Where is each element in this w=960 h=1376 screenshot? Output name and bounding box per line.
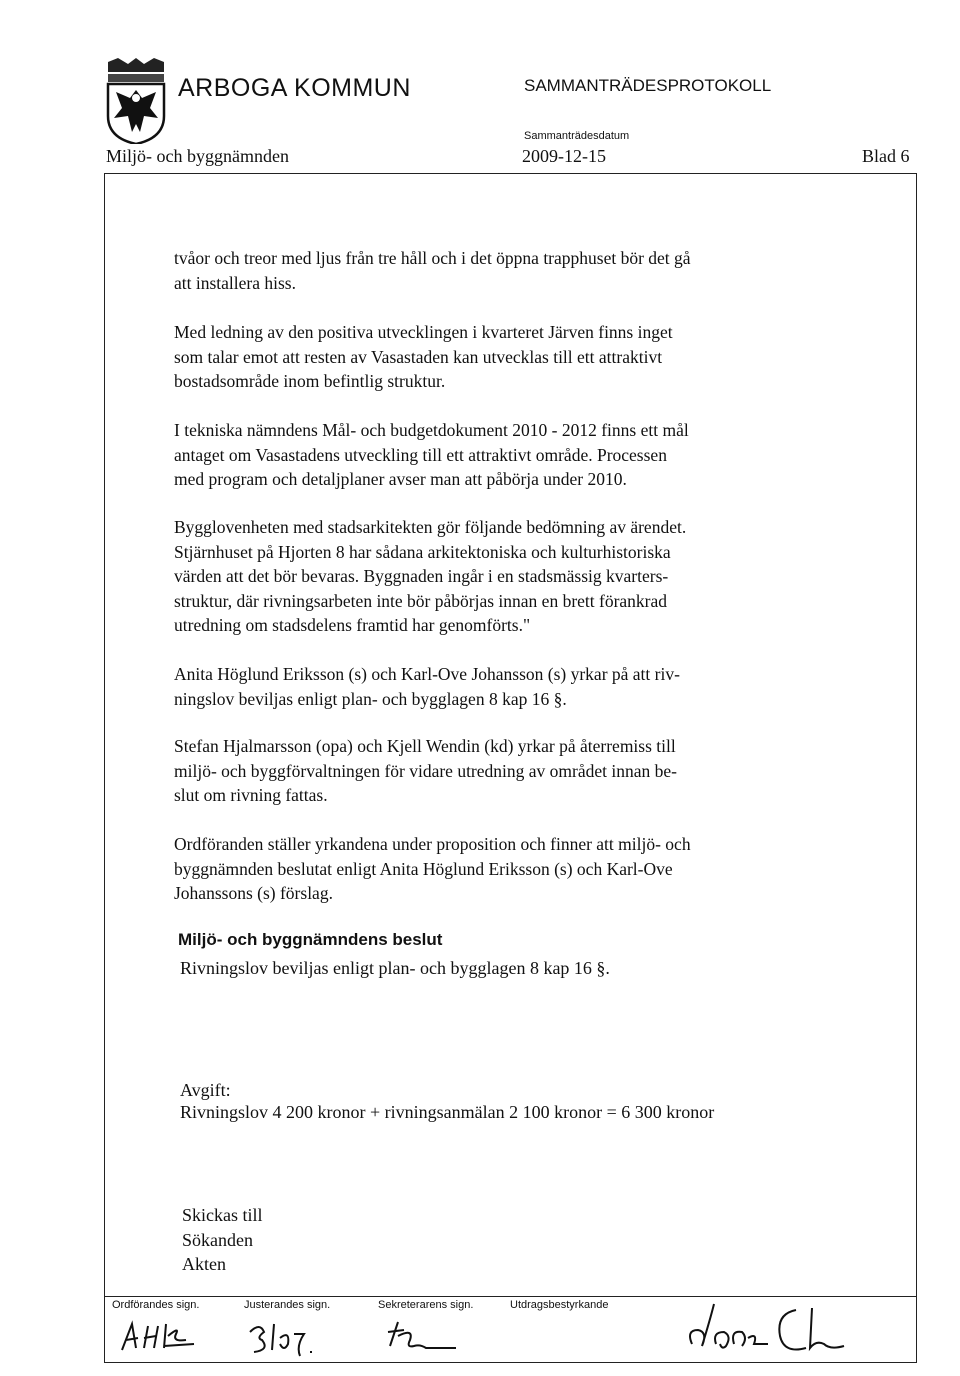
paragraph-line: att installera hiss. (174, 272, 296, 293)
paragraph-line: I tekniska nämndens Mål- och budgetdokument 2010 - 2012 finns ett mål (174, 420, 689, 440)
paragraph-line: slut om rivning fattas. (174, 785, 328, 805)
document-type: SAMMANTRÄDESPROTOKOLL (524, 76, 772, 95)
distribution-label: Skickas till (182, 1205, 263, 1225)
paragraph-2 (174, 320, 824, 394)
header-divider (104, 173, 917, 174)
fee-label: Avgift: (180, 1080, 231, 1100)
secretary-initials-signature (384, 1318, 464, 1354)
paragraph-line: Ordföranden ställer yrkandena under proposition och finner att miljö- och (174, 834, 691, 854)
adjuster-signature-label: Justerandes sign. (244, 1299, 331, 1311)
paragraph-line: Stefan Hjalmarsson (opa) och Kjell Wendin (kd) yrkar på återremiss till (174, 736, 676, 756)
committee-name: Miljö- och byggnämnden (106, 146, 289, 166)
frame-left-border (104, 173, 105, 1363)
secretary-signature-label: Sekreterarens sign. (378, 1299, 474, 1311)
distribution-recipient: Sökanden (182, 1229, 253, 1250)
paragraph-5 (174, 662, 824, 711)
fee-text: Rivningslov 4 200 kronor + rivningsanmälan 2 100 kronor = 6 300 kronor (180, 1102, 715, 1122)
paragraph-6 (174, 734, 824, 808)
coat-of-arms-icon (104, 58, 168, 144)
paragraph-line: Stjärnhuset på Hjorten 8 har sådana arkitektoniska och kulturhistoriska (174, 541, 671, 562)
paragraph-line: värden att det bör bevaras. Byggnaden ingår i en stadsmässig kvarters- (174, 566, 669, 586)
page-number: Blad 6 (862, 146, 910, 166)
meeting-date-label: Sammanträdesdatum (524, 130, 630, 142)
paragraph-line: tvåor och treor med ljus från tre håll och i det öppna trapphuset bör det gå (174, 248, 691, 268)
paragraph-line: byggnämnden beslutat enligt Anita Höglund Eriksson (s) och Karl-Ove (174, 858, 673, 879)
paragraph-1 (174, 246, 824, 295)
chair-initials-signature (118, 1318, 202, 1358)
paragraph-line: Johanssons (s) förslag. (174, 883, 333, 903)
paragraph-line: utredning om stadsdelens framtid har genomförts." (174, 615, 531, 635)
distribution-recipient: Akten (182, 1254, 226, 1274)
paragraph-line: med program och detaljplaner avser man att påbörja under 2010. (174, 469, 627, 489)
signature-divider (104, 1296, 917, 1297)
adjuster-initials-signature (246, 1316, 330, 1360)
paragraph-line: ningslov beviljas enligt plan- och bygglagen 8 kap 16 §. (174, 688, 567, 709)
paragraph-line: bostadsområde inom befintlig struktur. (174, 371, 446, 391)
frame-right-border (916, 173, 917, 1363)
paragraph-line: antaget om Vasastadens utveckling till ett attraktivt område. Processen (174, 444, 667, 465)
paragraph-line: Bygglovenheten med stadsarkitekten gör följande bedömning av ärendet. (174, 517, 687, 537)
decision-text: Rivningslov beviljas enligt plan- och bygglagen 8 kap 16 §. (180, 958, 610, 978)
paragraph-line: som talar emot att resten av Vasastaden kan utvecklas till ett attraktivt (174, 346, 663, 367)
distribution-list (182, 1203, 263, 1277)
paragraph-line: Med ledning av den positiva utvecklingen i kvarteret Järven finns inget (174, 322, 673, 342)
paragraph-line: struktur, där rivningsarbeten inte bör påbörjas innan en brett förankrad (174, 590, 668, 611)
chair-signature-label: Ordförandes sign. (112, 1299, 200, 1311)
decision-heading: Miljö- och byggnämndens beslut (178, 930, 443, 949)
paragraph-4 (174, 515, 824, 638)
paragraph-line: miljö- och byggförvaltningen för vidare utredning av området innan be- (174, 760, 677, 781)
extract-certification-label: Utdragsbestyrkande (510, 1299, 609, 1311)
frame-bottom-border (104, 1362, 917, 1363)
organization-name: ARBOGA KOMMUN (178, 74, 411, 102)
meeting-date: 2009-12-15 (522, 146, 606, 166)
certification-signature (684, 1300, 884, 1360)
paragraph-7 (174, 832, 824, 906)
paragraph-3 (174, 418, 824, 492)
paragraph-line: Anita Höglund Eriksson (s) och Karl-Ove Johansson (s) yrkar på att riv- (174, 664, 680, 684)
